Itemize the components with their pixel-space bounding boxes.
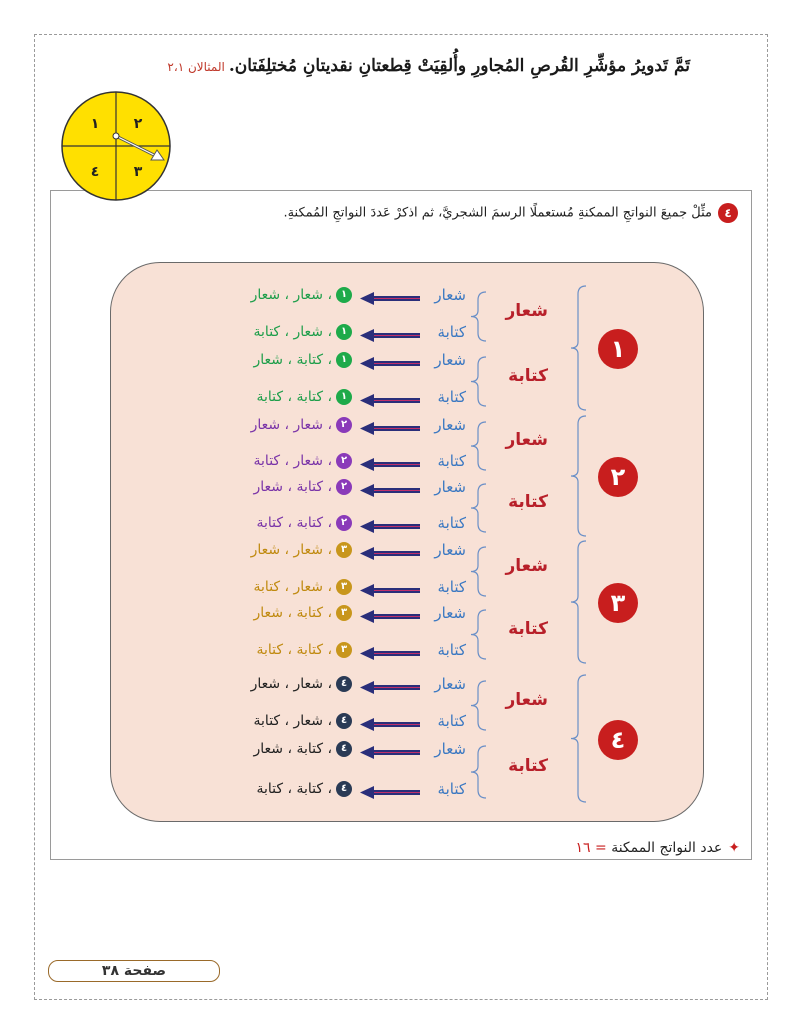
tree-brace (571, 416, 586, 536)
coin2-label: شعار (434, 351, 466, 369)
spinner-outcome-badge: ٤ (598, 720, 638, 760)
coin2-label: شعار (434, 478, 466, 496)
outcome-label (256, 642, 352, 658)
outcome-text: ، كتابة ، كتابة (256, 642, 332, 658)
outcome-number-badge: ٢ (336, 515, 352, 531)
outcome-label (254, 579, 352, 595)
result-value: = ١٦ (575, 840, 607, 856)
coin1-label: شعار (505, 300, 548, 321)
spinner-sector-label: ٤ (90, 164, 100, 180)
coin2-label: شعار (434, 675, 466, 693)
outcome-number-badge: ٣ (336, 605, 352, 621)
coin2-label: كتابة (437, 712, 466, 730)
outcome-label (256, 515, 352, 531)
outcome-number-badge: ١ (336, 287, 352, 303)
tree-brace (471, 292, 486, 341)
coin2-label: كتابة (437, 514, 466, 532)
outcome-label (254, 741, 352, 757)
coin1-label: كتابة (508, 492, 548, 512)
left-arrow-icon (360, 746, 420, 759)
outcome-text: ، شعار ، كتابة (253, 713, 332, 729)
left-arrow-icon (360, 718, 420, 731)
tree-brace (571, 675, 586, 802)
outcome-number-badge: ١ (336, 324, 352, 340)
left-arrow-icon (360, 584, 420, 597)
coin2-label: كتابة (437, 641, 466, 659)
tree-brace (471, 357, 486, 406)
outcome-text: ، كتابة ، كتابة (256, 389, 332, 405)
tree-brace (471, 681, 486, 730)
outcome-text: ، شعار ، كتابة (253, 324, 332, 340)
coin2-label: شعار (434, 604, 466, 622)
coin2-label: كتابة (437, 323, 466, 341)
left-arrow-icon (360, 681, 420, 694)
outcome-text: ، كتابة ، كتابة (256, 781, 332, 797)
outcome-text: ، شعار ، شعار (250, 417, 332, 433)
result-label: عدد النواتج الممكنة (611, 840, 723, 856)
page-number: صفحة ٣٨ (48, 960, 220, 982)
tree-brace (471, 422, 486, 470)
outcome-number-badge: ٤ (336, 713, 352, 729)
spinner-sector-label: ١ (90, 116, 100, 132)
left-arrow-icon (360, 292, 420, 305)
outcome-label (251, 287, 352, 303)
outcome-number-badge: ٣ (336, 542, 352, 558)
tree-brace (471, 610, 486, 659)
outcome-label (254, 352, 352, 368)
outcome-text: ، شعار ، كتابة (253, 453, 332, 469)
outcome-text: ، كتابة ، شعار (253, 479, 332, 495)
outcome-text: ، كتابة ، شعار (253, 605, 332, 621)
left-arrow-icon (360, 422, 420, 435)
outcome-number-badge: ٤ (336, 676, 352, 692)
coin1-label: كتابة (508, 756, 548, 776)
outcome-text: ، كتابة ، شعار (253, 352, 332, 368)
outcome-text: ، كتابة ، شعار (253, 741, 332, 757)
left-arrow-icon (360, 357, 420, 370)
coin1-label: شعار (505, 555, 548, 576)
outcome-number-badge: ٢ (336, 417, 352, 433)
tree-brace (471, 484, 486, 532)
outcome-label (254, 713, 352, 729)
coin2-label: كتابة (437, 780, 466, 798)
coin1-label: شعار (505, 689, 548, 710)
question-text: مثِّلْ جميعَ النواتجِ الممكنةِ مُستعملًا الرسمَ الشجريَّ، ثم اذكرْ عَددَ النواتجِ المُمكنةِ. (283, 205, 712, 221)
left-arrow-icon (360, 329, 420, 342)
spinner-outcome-badge: ٢ (598, 457, 638, 497)
left-arrow-icon (360, 786, 420, 799)
spinner-outcome-badge: ١ (598, 329, 638, 369)
outcome-label (251, 542, 352, 558)
outcome-text: ، شعار ، شعار (250, 676, 332, 692)
left-arrow-icon (360, 458, 420, 471)
outcome-number-badge: ٤ (336, 781, 352, 797)
question-number-badge: ٤ (718, 203, 738, 223)
left-arrow-icon (360, 647, 420, 660)
tree-brace (471, 547, 486, 596)
coin2-label: كتابة (437, 388, 466, 406)
outcome-number-badge: ١ (336, 352, 352, 368)
coin1-label: كتابة (508, 618, 548, 639)
outcome-text: ، شعار ، شعار (250, 287, 332, 303)
coin2-label: شعار (434, 740, 466, 758)
outcome-number-badge: ١ (336, 389, 352, 405)
coin1-label: كتابة (508, 365, 548, 386)
problem-title: تَمَّ تَدويرُ مؤشِّرِ القُرصِ المُجاورِ وأُلقِيَتْ قِطعتانِ نقديتانِ مُختلِفَتان.المثالان ٢،١ (167, 56, 690, 76)
outcome-label (256, 389, 352, 405)
outcome-number-badge: ٢ (336, 479, 352, 495)
outcome-number-badge: ٢ (336, 453, 352, 469)
outcome-text: ، شعار ، شعار (250, 542, 332, 558)
outcome-label (254, 479, 352, 495)
outcome-label (251, 676, 352, 692)
result-line (576, 840, 741, 856)
left-arrow-icon (360, 520, 420, 533)
coin2-label: كتابة (437, 578, 466, 596)
outcome-label (251, 417, 352, 433)
coin2-label: شعار (434, 286, 466, 304)
spinner-sector-label: ٢ (133, 116, 143, 132)
coin2-label: شعار (434, 541, 466, 559)
outcome-label (254, 324, 352, 340)
outcome-label (254, 453, 352, 469)
left-arrow-icon (360, 484, 420, 497)
left-arrow-icon (360, 610, 420, 623)
left-arrow-icon (360, 394, 420, 407)
left-arrow-icon (360, 547, 420, 560)
outcome-label (254, 605, 352, 621)
outcome-text: ، كتابة ، كتابة (256, 515, 332, 531)
coin2-label: شعار (434, 416, 466, 434)
diamond-bullet-icon: ✦ (728, 840, 740, 856)
tree-brace (571, 541, 586, 663)
spinner-outcome-badge: ٣ (598, 583, 638, 623)
example-reference: المثالان ٢،١ (167, 60, 225, 74)
outcome-text: ، شعار ، كتابة (253, 579, 332, 595)
coin2-label: كتابة (437, 452, 466, 470)
outcome-number-badge: ٣ (336, 579, 352, 595)
tree-brace (571, 286, 586, 410)
spinner-sector-label: ٣ (133, 164, 143, 180)
outcome-label (256, 781, 352, 797)
outcome-number-badge: ٣ (336, 642, 352, 658)
tree-brace (471, 746, 486, 798)
outcome-number-badge: ٤ (336, 741, 352, 757)
coin1-label: شعار (505, 430, 548, 450)
